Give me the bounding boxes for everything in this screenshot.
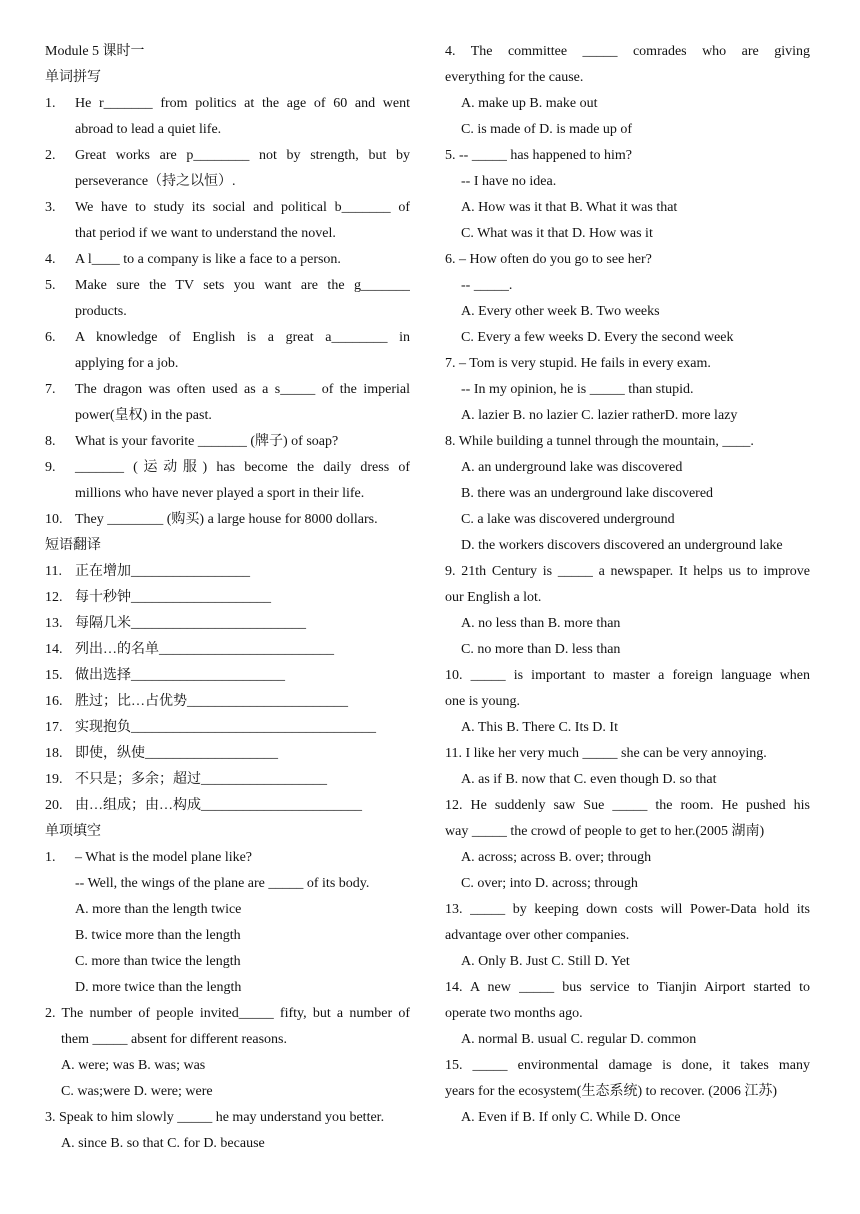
text-line [445, 533, 810, 559]
text-line [45, 429, 410, 455]
line-text: A. lazier B. no lazier C. lazier ratherD. more lazy [461, 408, 738, 423]
line-text: A. across; across B. over; through [461, 850, 652, 865]
line-text: A knowledge of English is a great a________ in [75, 330, 410, 345]
text-line [45, 1105, 410, 1131]
line-text: 短语翻译 [45, 538, 101, 553]
line-text: We have to study its social and political b_______ of [75, 200, 410, 215]
line-text: 11. I like her very much _____ she can be very annoying. [445, 746, 767, 761]
line-text: 每隔几米_________________________ [75, 616, 306, 631]
item-number: 2. [45, 148, 56, 163]
text-line [45, 507, 410, 533]
line-text: 14. A new _____ bus service to Tianjin Airport started to [445, 980, 810, 995]
text-line [45, 585, 410, 611]
line-text: The dragon was often used as a s_____ of the imperial [75, 382, 410, 397]
line-text: A. as if B. now that C. even though D. so that [461, 772, 717, 787]
line-text: 正在增加_________________ [75, 564, 250, 579]
text-line [445, 559, 810, 585]
line-text: 7. – Tom is very stupid. He fails in every exam. [445, 356, 711, 371]
text-line [445, 1027, 810, 1053]
line-text: power(皇权) in the past. [75, 408, 212, 423]
line-text: 8. While building a tunnel through the mountain, ____. [445, 434, 754, 449]
line-text: 不只是；多余；超过__________________ [75, 772, 327, 787]
line-text: years for the ecosystem(生态系统) to recover. (2006 江苏) [445, 1084, 778, 1099]
text-line [45, 715, 410, 741]
text-line [445, 897, 810, 923]
text-line [445, 481, 810, 507]
line-text: applying for a job. [75, 356, 179, 371]
item-number: 17. [45, 720, 63, 735]
line-text: C. is made of D. is made up of [461, 122, 633, 137]
line-text: A. an underground lake was discovered [461, 460, 683, 475]
text-line [445, 793, 810, 819]
line-text: A. were; was B. was; was [61, 1058, 206, 1073]
line-text: 每十秒钟____________________ [75, 590, 271, 605]
line-text: 由…组成；由…构成_______________________ [75, 798, 362, 813]
text-line [45, 1027, 410, 1053]
line-text: 5. -- _____ has happened to him? [445, 148, 633, 163]
section-heading [45, 819, 410, 845]
text-line [45, 169, 410, 195]
text-line [445, 377, 810, 403]
text-line [445, 143, 810, 169]
text-line [445, 767, 810, 793]
text-line [445, 923, 810, 949]
line-text: He r_______ from politics at the age of 60 and went [75, 96, 410, 111]
text-line [445, 195, 810, 221]
item-number: 7. [45, 382, 56, 397]
text-line [45, 325, 410, 351]
line-text: D. more twice than the length [75, 980, 242, 995]
text-line [45, 793, 410, 819]
line-text: 胜过；比…占优势_______________________ [75, 694, 348, 709]
line-text: millions who have never played a sport in their life. [75, 486, 365, 501]
line-text: A. This B. There C. Its D. It [461, 720, 618, 735]
text-line [445, 819, 810, 845]
text-line [45, 611, 410, 637]
line-text: everything for the cause. [445, 70, 584, 85]
text-line [45, 1079, 410, 1105]
line-text: C. a lake was discovered underground [461, 512, 675, 527]
text-line [445, 429, 810, 455]
item-number: 8. [45, 434, 56, 449]
text-line [445, 247, 810, 273]
line-text: A. since B. so that C. for D. because [61, 1136, 265, 1151]
text-line [45, 481, 410, 507]
text-line [445, 169, 810, 195]
text-line [45, 949, 410, 975]
item-number: 13. [45, 616, 63, 631]
line-text: 13. _____ by keeping down costs will Power-Data hold its [445, 902, 810, 917]
line-text: A. no less than B. more than [461, 616, 621, 631]
line-text: 6. – How often do you go to see her? [445, 252, 652, 267]
text-line [445, 455, 810, 481]
text-line [45, 403, 410, 429]
text-line [45, 1131, 410, 1157]
text-line [445, 845, 810, 871]
line-text: C. What was it that D. How was it [461, 226, 653, 241]
line-text: 3. Speak to him slowly _____ he may understand you better. [45, 1110, 385, 1125]
line-text: 做出选择______________________ [75, 668, 285, 683]
line-text: B. there was an underground lake discovered [461, 486, 714, 501]
line-text: -- Well, the wings of the plane are _____ of its body. [75, 876, 370, 891]
line-text: C. was;were D. were; were [61, 1084, 213, 1099]
text-line [45, 689, 410, 715]
line-text: Make sure the TV sets you want are the g_______ [75, 278, 410, 293]
text-line [45, 559, 410, 585]
text-line [445, 403, 810, 429]
text-line [445, 871, 810, 897]
line-text: C. no more than D. less than [461, 642, 621, 657]
text-line [445, 741, 810, 767]
line-text: – What is the model plane like? [75, 850, 253, 865]
text-line [45, 741, 410, 767]
line-text: C. more than twice the length [75, 954, 241, 969]
line-text: operate two months ago. [445, 1006, 583, 1021]
line-text: What is your favorite _______ (牌子) of soap? [75, 434, 339, 449]
text-line [45, 767, 410, 793]
line-text: Great works are p________ not by strength, but by [75, 148, 410, 163]
item-number: 3. [45, 200, 56, 215]
text-line [445, 585, 810, 611]
line-text: A. make up B. make out [461, 96, 598, 111]
line-text: D. the workers discovers discovered an underground lake [461, 538, 783, 553]
line-text: advantage over other companies. [445, 928, 630, 943]
text-line [445, 637, 810, 663]
line-text: them _____ absent for different reasons. [61, 1032, 288, 1047]
text-line [45, 923, 410, 949]
text-line [445, 1001, 810, 1027]
text-line [45, 1053, 410, 1079]
line-text: 2. The number of people invited_____ fifty, but a number of [45, 1006, 410, 1021]
line-text: A. normal B. usual C. regular D. common [461, 1032, 697, 1047]
text-line [445, 351, 810, 377]
text-line [45, 845, 410, 871]
text-line [445, 39, 810, 65]
text-line [45, 221, 410, 247]
text-line [45, 871, 410, 897]
item-number: 1. [45, 850, 56, 865]
text-line [445, 325, 810, 351]
line-text: A. more than the length twice [75, 902, 242, 917]
item-number: 20. [45, 798, 63, 813]
text-line [45, 897, 410, 923]
line-text: one is young. [445, 694, 521, 709]
text-line [445, 975, 810, 1001]
text-line [45, 247, 410, 273]
line-text: 单项填空 [45, 824, 101, 839]
line-text: _______ (运动服) has become the daily dress of [75, 460, 410, 475]
line-text: 4. The committee _____ comrades who are giving [445, 44, 810, 59]
right-column [445, 39, 810, 1131]
line-text: way _____ the crowd of people to get to her.(2005 湖南) [445, 824, 765, 839]
item-number: 12. [45, 590, 63, 605]
line-text: Module 5 课时一 [45, 44, 145, 59]
item-number: 9. [45, 460, 56, 475]
text-line [445, 949, 810, 975]
line-text: that period if we want to understand the novel. [75, 226, 336, 241]
item-number: 6. [45, 330, 56, 345]
text-line [45, 299, 410, 325]
text-line [45, 663, 410, 689]
line-text: A l____ to a company is like a face to a person. [75, 252, 341, 267]
text-line [445, 1079, 810, 1105]
text-line [45, 455, 410, 481]
line-text: abroad to lead a quiet life. [75, 122, 222, 137]
section-heading [45, 65, 410, 91]
text-line [45, 351, 410, 377]
line-text: 实现抱负___________________________________ [75, 720, 376, 735]
text-line [45, 117, 410, 143]
text-line [445, 715, 810, 741]
line-text: 12. He suddenly saw Sue _____ the room. He pushed his [445, 798, 810, 813]
text-line [45, 273, 410, 299]
text-line [445, 273, 810, 299]
line-text: C. over; into D. across; through [461, 876, 638, 891]
item-number: 4. [45, 252, 56, 267]
section-heading [45, 39, 410, 65]
line-text: our English a lot. [445, 590, 542, 605]
line-text: 15. _____ environmental damage is done, it takes many [445, 1058, 810, 1073]
item-number: 18. [45, 746, 63, 761]
line-text: 即使，纵使___________________ [75, 746, 278, 761]
item-number: 10. [45, 512, 63, 527]
text-line [45, 143, 410, 169]
text-line [45, 195, 410, 221]
text-line [445, 91, 810, 117]
item-number: 1. [45, 96, 56, 111]
text-line [45, 637, 410, 663]
line-text: They ________ (购买) a large house for 8000 dollars. [75, 512, 378, 527]
left-column [45, 39, 410, 1157]
line-text: perseverance（持之以恒）. [75, 174, 236, 189]
section-heading [45, 533, 410, 559]
text-line [445, 299, 810, 325]
item-number: 11. [45, 564, 62, 579]
text-line [445, 611, 810, 637]
text-line [445, 1053, 810, 1079]
line-text: -- _____. [461, 278, 513, 293]
text-line [445, 663, 810, 689]
text-line [445, 117, 810, 143]
text-line [45, 377, 410, 403]
text-line [45, 1001, 410, 1027]
text-line [45, 975, 410, 1001]
line-text: products. [75, 304, 127, 319]
line-text: A. Even if B. If only C. While D. Once [461, 1110, 681, 1125]
text-line [45, 91, 410, 117]
line-text: A. How was it that B. What it was that [461, 200, 678, 215]
line-text: 列出…的名单_________________________ [75, 642, 334, 657]
line-text: -- I have no idea. [461, 174, 557, 189]
text-line [445, 65, 810, 91]
text-line [445, 507, 810, 533]
line-text: -- In my opinion, he is _____ than stupid. [461, 382, 694, 397]
line-text: 9. 21th Century is _____ a newspaper. It helps us to improve [445, 564, 810, 579]
text-line [445, 1105, 810, 1131]
item-number: 16. [45, 694, 63, 709]
text-line [445, 221, 810, 247]
line-text: C. Every a few weeks D. Every the second week [461, 330, 734, 345]
item-number: 19. [45, 772, 63, 787]
item-number: 15. [45, 668, 63, 683]
line-text: A. Only B. Just C. Still D. Yet [461, 954, 630, 969]
line-text: 10. _____ is important to master a foreign language when [445, 668, 810, 683]
text-line [445, 689, 810, 715]
item-number: 14. [45, 642, 63, 657]
line-text: A. Every other week B. Two weeks [461, 304, 660, 319]
line-text: B. twice more than the length [75, 928, 241, 943]
item-number: 5. [45, 278, 56, 293]
line-text: 单词拼写 [45, 70, 101, 85]
